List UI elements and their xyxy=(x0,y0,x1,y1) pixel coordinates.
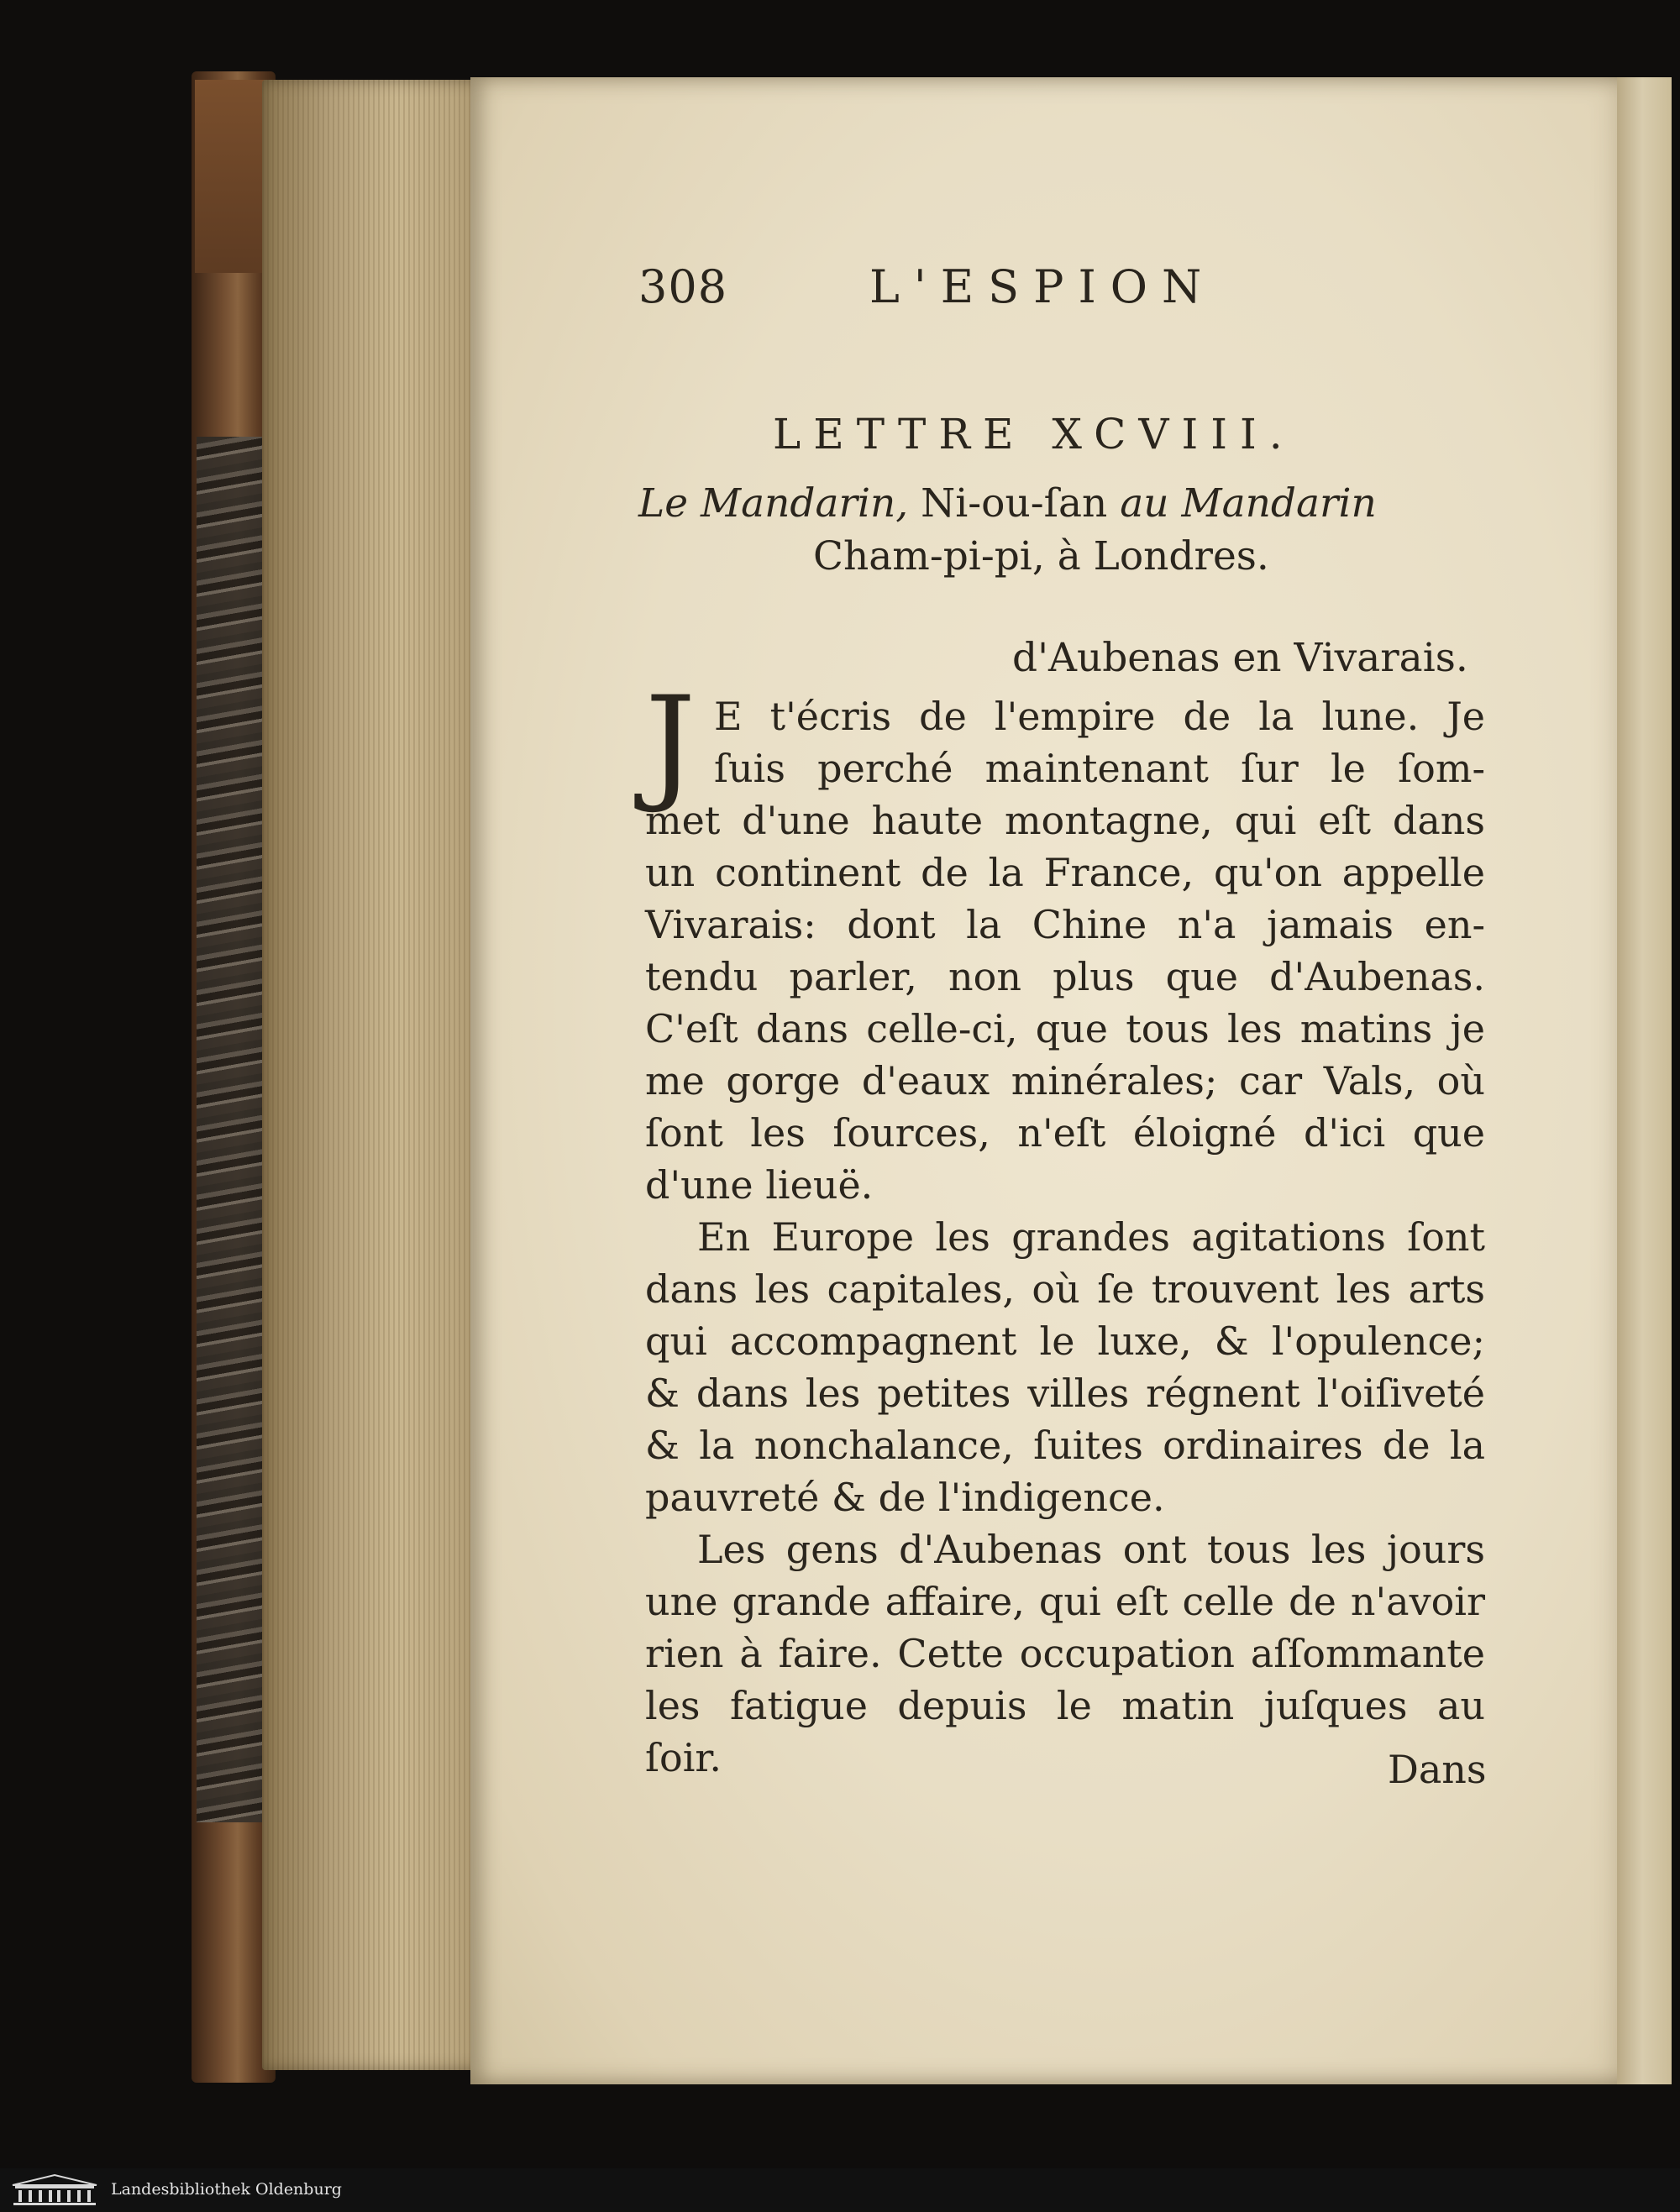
running-head: L'ESPION xyxy=(869,260,1216,313)
catchword: Dans xyxy=(1388,1747,1487,1792)
right-background xyxy=(1672,0,1680,2168)
subtitle-recipient-title: au Mandarin xyxy=(1120,480,1377,527)
text-line: & dans les petites villes régnent l'oiſiveté xyxy=(645,1371,1485,1416)
text-line: & la nonchalance, ſuites ordinaires de la xyxy=(645,1423,1485,1468)
subtitle-sender-title: Le Mandarin, xyxy=(638,480,909,527)
text-line: rien à faire. Cette occupation aſſommante xyxy=(645,1631,1485,1676)
text-line: Les gens d'Aubenas ont tous les jours xyxy=(697,1527,1485,1572)
library-name: Landesbibliothek Oldenburg xyxy=(111,2180,342,2199)
letter-subtitle-line-2: Cham-pi-pi, à Londres. xyxy=(813,533,1269,579)
paragraph-3 xyxy=(645,1523,1485,1784)
library-building-icon xyxy=(8,2173,101,2207)
subtitle-sender-name: Ni-ou-ſan xyxy=(908,480,1121,527)
text-line: pauvreté & de l'indigence. xyxy=(645,1475,1165,1520)
paragraph-2 xyxy=(645,1211,1485,1523)
letter-title: LETTRE XCVIII. xyxy=(773,410,1295,459)
facing-page-edge xyxy=(1617,77,1680,2084)
drop-cap: J xyxy=(645,670,696,816)
text-line: C'eſt dans celle-ci, que tous les matins je xyxy=(645,1006,1485,1051)
text-line: met d'une haute montagne, qui eſt dans xyxy=(645,798,1485,843)
text-line: dans les capitales, où ſe trouvent les arts xyxy=(645,1266,1485,1312)
text-line: d'une lieuë. xyxy=(645,1162,874,1208)
page-number: 308 xyxy=(638,260,728,313)
paragraph-1 xyxy=(645,670,1485,1211)
text-line: ſont les ſources, n'eſt éloigné d'ici que xyxy=(645,1110,1485,1156)
cover-leather-top xyxy=(195,80,270,273)
text-line: un continent de la France, qu'on appelle xyxy=(645,850,1485,895)
letter-place: d'Aubenas en Vivarais. xyxy=(1012,635,1468,681)
text-line: Vivarais: dont la Chine n'a jamais en- xyxy=(645,902,1485,947)
page-header xyxy=(638,260,1260,328)
text-line: ſuis perché maintenant ſur le ſom- xyxy=(714,746,1485,791)
text-line: me gorge d'eaux minérales; car Vals, où xyxy=(645,1058,1485,1103)
text-line: les fatigue depuis le matin juſques au xyxy=(645,1683,1485,1728)
text-line: tendu parler, non plus que d'Aubenas. xyxy=(645,954,1485,999)
text-line: une grande affaire, qui eſt celle de n'avoir xyxy=(645,1579,1485,1624)
cover-marbled-paper xyxy=(197,437,265,1822)
text-line: ſoir. xyxy=(645,1735,722,1780)
text-line: En Europe les grandes agitations ſont xyxy=(697,1214,1485,1260)
page-block-edges xyxy=(262,80,489,2070)
text-line: E t'écris de l'empire de la lune. Je xyxy=(714,694,1485,739)
footer-bar xyxy=(0,2168,1680,2212)
text-line: qui accompagnent le luxe, & l'opulence; xyxy=(645,1318,1485,1364)
letter-subtitle-line-1 xyxy=(638,480,1478,527)
